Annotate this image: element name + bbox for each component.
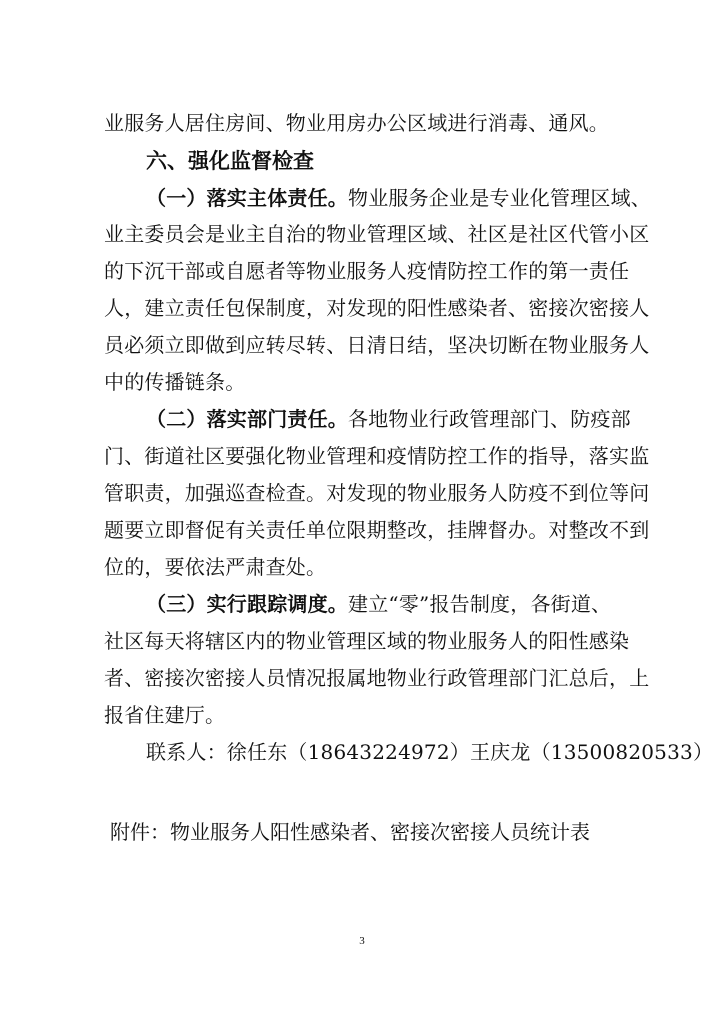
page-number: 3 xyxy=(359,935,365,947)
item-1-line-2: 业主委员会是业主自治的物业管理区域、社区是社区代管小区 xyxy=(104,222,650,246)
item-2-line-3: 管职责，加强巡查检查。对发现的物业服务人防疫不到位等问 xyxy=(104,481,650,505)
item-2-line-5: 位的，要依法严肃查处。 xyxy=(104,555,327,579)
item-2-title: （二）落实部门责任。 xyxy=(146,407,348,431)
item-3-line-2: 社区每天将辖区内的物业管理区域的物业服务人的阳性感染 xyxy=(104,629,630,653)
item-3-text: 建立“零”报告制度，各街道、 xyxy=(348,592,612,616)
item-1-text: 物业服务企业是专业化管理区域、 xyxy=(348,186,651,210)
item-1-title: （一）落实主体责任。 xyxy=(146,186,348,210)
item-3-line-3: 者、密接次密接人员情况报属地物业行政管理部门汇总后，上 xyxy=(104,666,650,690)
item-3-first-line xyxy=(146,590,666,618)
item-2-text: 各地物业行政管理部门、防疫部 xyxy=(348,407,631,431)
item-1-line-6: 中的传播链条。 xyxy=(104,370,246,394)
item-1-line-5: 员必须立即做到应转尽转、日清日结，坚决切断在物业服务人 xyxy=(104,333,650,357)
item-1-line-4: 人，建立责任包保制度，对发现的阳性感染者、密接次密接人 xyxy=(104,296,650,320)
item-2-line-4: 题要立即督促有关责任单位限期整改，挂牌督办。对整改不到 xyxy=(104,518,650,542)
section-heading: 六、强化监督检查 xyxy=(146,149,314,173)
paragraph-line-continuation: 业服务人居住房间、物业用房办公区域进行消毒、通风。 xyxy=(104,111,609,135)
item-1-line-3: 的下沉干部或自愿者等物业服务人疫情防控工作的第一责任 xyxy=(104,259,630,283)
item-3-line-4: 报省住建厅。 xyxy=(104,703,226,727)
item-1-first-line xyxy=(146,184,666,212)
contact-line: 联系人：徐任东（18643224972）王庆龙（13500820533） xyxy=(146,740,714,764)
item-3-title: （三）实行跟踪调度。 xyxy=(146,592,348,616)
attachment-line: 附件：物业服务人阳性感染者、密接次密接人员统计表 xyxy=(110,820,590,844)
item-2-line-2: 门、街道社区要强化物业管理和疫情防控工作的指导，落实监 xyxy=(104,444,650,468)
item-2-first-line xyxy=(146,405,666,433)
